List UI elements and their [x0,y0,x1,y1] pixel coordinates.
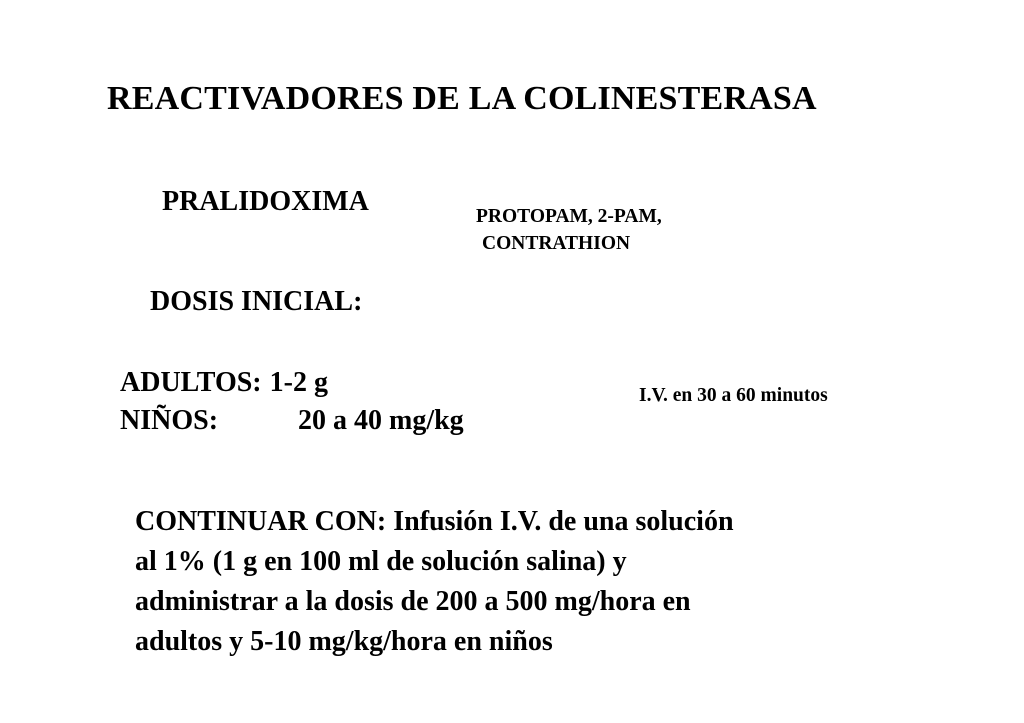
dose-label-children: NIÑOS: [120,405,219,436]
brand-names-line-2: CONTRATHION [482,233,631,254]
continuation-line-3: administrar a la dosis de 200 a 500 mg/hora en [135,586,691,617]
dose-row-adults [120,364,464,402]
brand-names [476,203,662,257]
brand-names-line-1: PROTOPAM, 2-PAM, [476,206,662,227]
dose-list [120,364,464,440]
dose-value-adults: 1-2 g [269,367,328,398]
dose-row-children [120,402,464,440]
administration-route: I.V. en 30 a 60 minutos [639,385,828,406]
continuation-line-2: al 1% (1 g en 100 ml de solución salina) y [135,546,627,577]
continuation-line-1: CONTINUAR CON: Infusión I.V. de una solución [135,506,734,537]
continuation-line-4: adultos y 5-10 mg/kg/hora en niños [135,626,553,657]
dose-label-adults: ADULTOS: [120,367,262,398]
continuation-paragraph [135,502,895,662]
drug-name: PRALIDOXIMA [162,186,369,217]
initial-dose-heading: DOSIS INICIAL: [150,286,363,317]
dose-value-children: 20 a 40 mg/kg [298,405,464,436]
slide-title: REACTIVADORES DE LA COLINESTERASA [107,80,817,117]
